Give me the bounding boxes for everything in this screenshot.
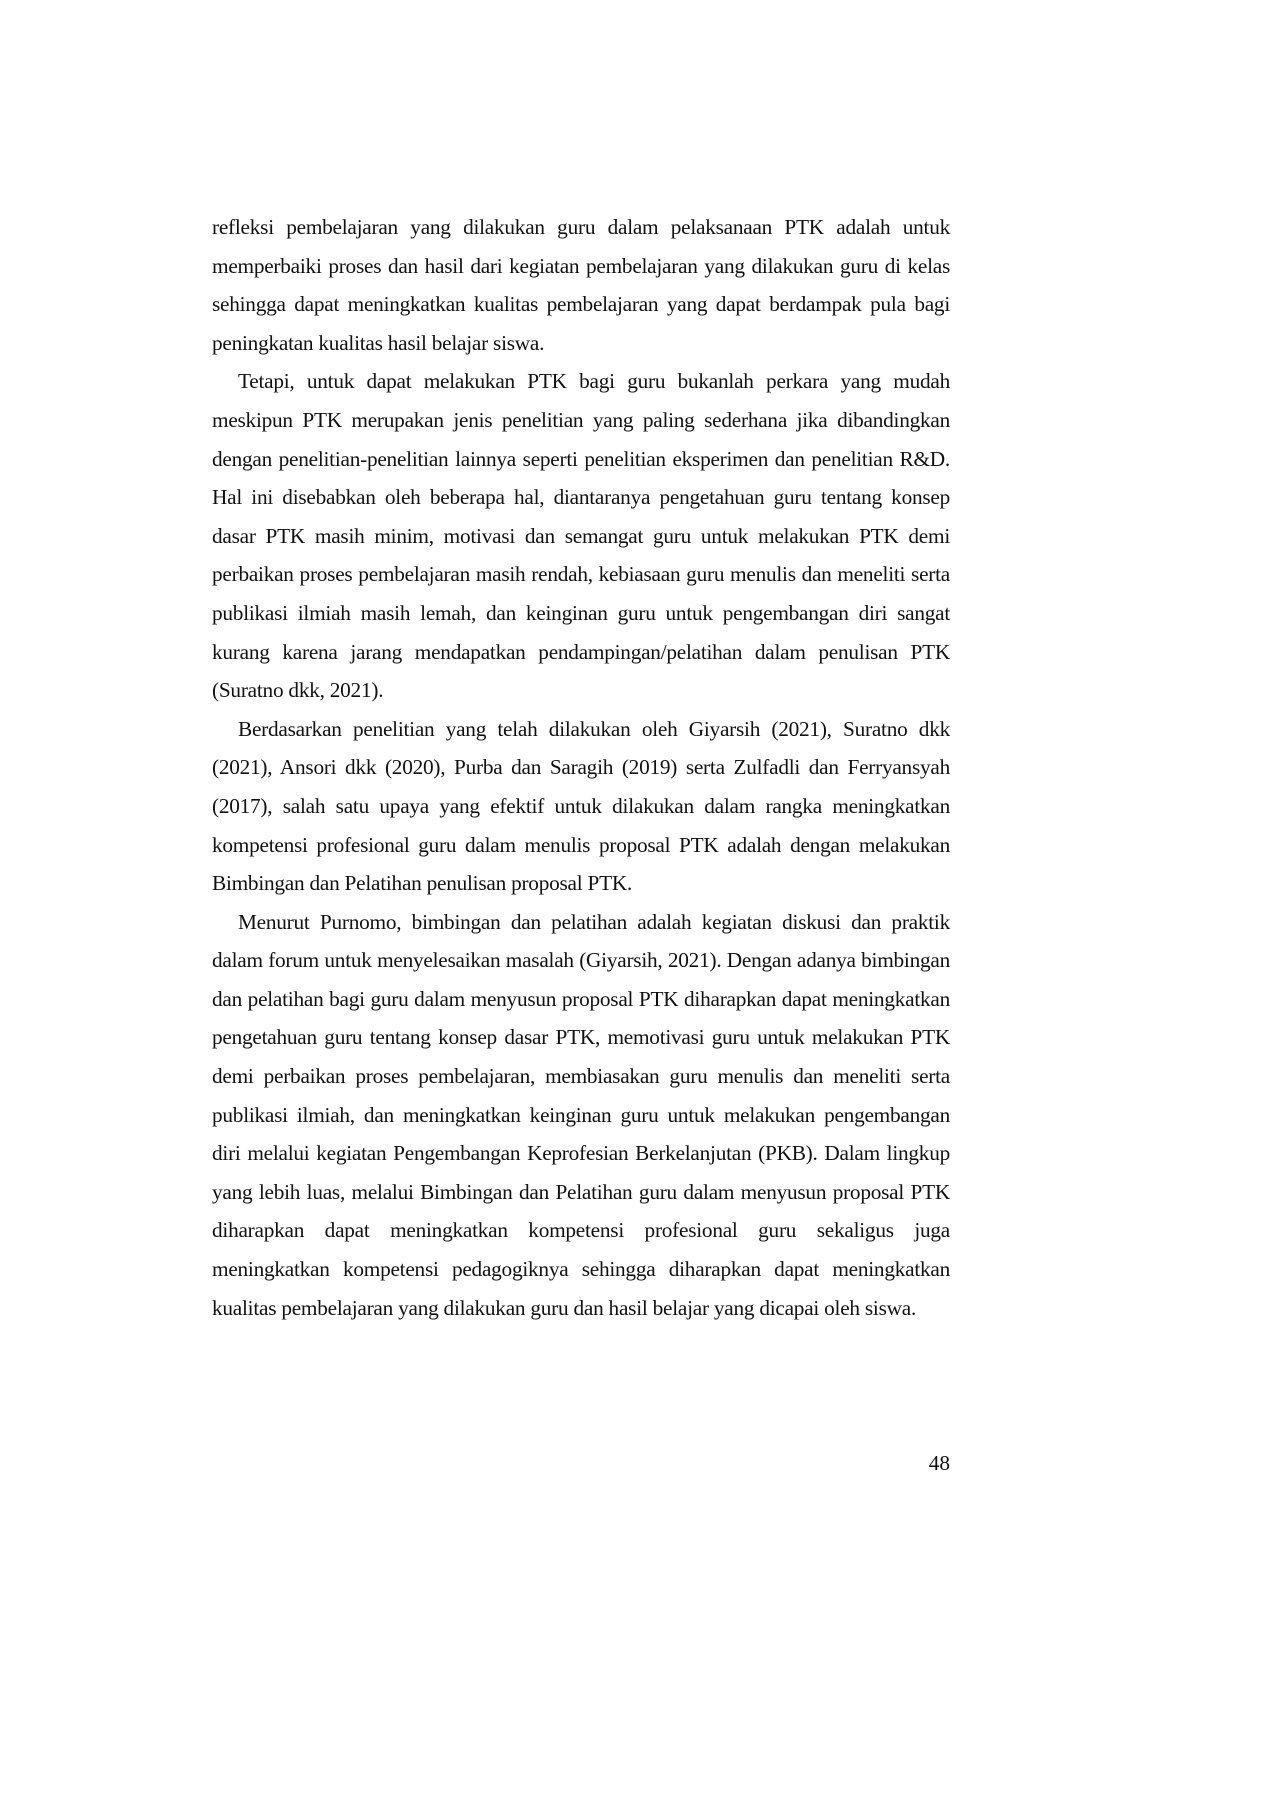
paragraph-1: refleksi pembelajaran yang dilakukan guru dalam pelaksanaan PTK adalah untuk memperbaiki proses dan hasil dari kegiatan pembelajaran yang dilakukan guru di kelas sehingga dapat meningkatkan kualitas pembelajaran yang dapat berdampak pula bagi peningkatan kualitas hasil belajar siswa. <box>212 215 950 355</box>
page-number: 48 <box>928 1451 950 1475</box>
paragraph-3: Berdasarkan penelitian yang telah dilakukan oleh Giyarsih (2021), Suratno dkk (2021), Ansori dkk (2020), Purba dan Saragih (2019) serta Zulfadli dan Ferryansyah (2017), salah satu upaya yang efektif untuk dilakukan dalam rangka meningkatkan kompetensi profesional guru dalam menulis proposal PTK adalah dengan melakukan Bimbingan dan Pelatihan penulisan proposal PTK. <box>212 716 950 896</box>
paragraph-2: Tetapi, untuk dapat melakukan PTK bagi guru bukanlah perkara yang mudah meskipun PTK merupakan jenis penelitian yang paling sederhana jika dibandingkan dengan penelitian-penelitian lainnya seperti penelitian eksperimen dan penelitian R&D. Hal ini disebabkan oleh beberapa hal, diantaranya pengetahuan guru tentang konsep dasar PTK masih minim, motivasi dan semangat guru untuk melakukan PTK demi perbaikan proses pembelajaran masih rendah, kebiasaan guru menulis dan meneliti serta publikasi ilmiah masih lemah, dan keinginan guru untuk pengembangan diri sangat kurang karena jarang mendapatkan pendampingan/pelatihan dalam penulisan PTK (Suratno dkk, 2021). <box>212 369 950 703</box>
paragraph-4: Menurut Purnomo, bimbingan dan pelatihan adalah kegiatan diskusi dan praktik dalam forum untuk menyelesaikan masalah (Giyarsih, 2021). Dengan adanya bimbingan dan pelatihan bagi guru dalam menyusun proposal PTK diharapkan dapat meningkatkan pengetahuan guru tentang konsep dasar PTK, memotivasi guru untuk melakukan PTK demi perbaikan proses pembelajaran, membiasakan guru menulis dan meneliti serta publikasi ilmiah, dan meningkatkan keinginan guru untuk melakukan pengembangan diri melalui kegiatan Pengembangan Keprofesian Berkelanjutan (PKB). Dalam lingkup yang lebih luas, melalui Bimbingan dan Pelatihan guru dalam menyusun proposal PTK diharapkan dapat meningkatkan kompetensi profesional guru sekaligus juga meningkatkan kompetensi pedagogiknya sehingga diharapkan dapat meningkatkan kualitas pembelajaran yang dilakukan guru dan hasil belajar yang dicapai oleh siswa. <box>212 909 950 1320</box>
body-text <box>212 208 950 1327</box>
